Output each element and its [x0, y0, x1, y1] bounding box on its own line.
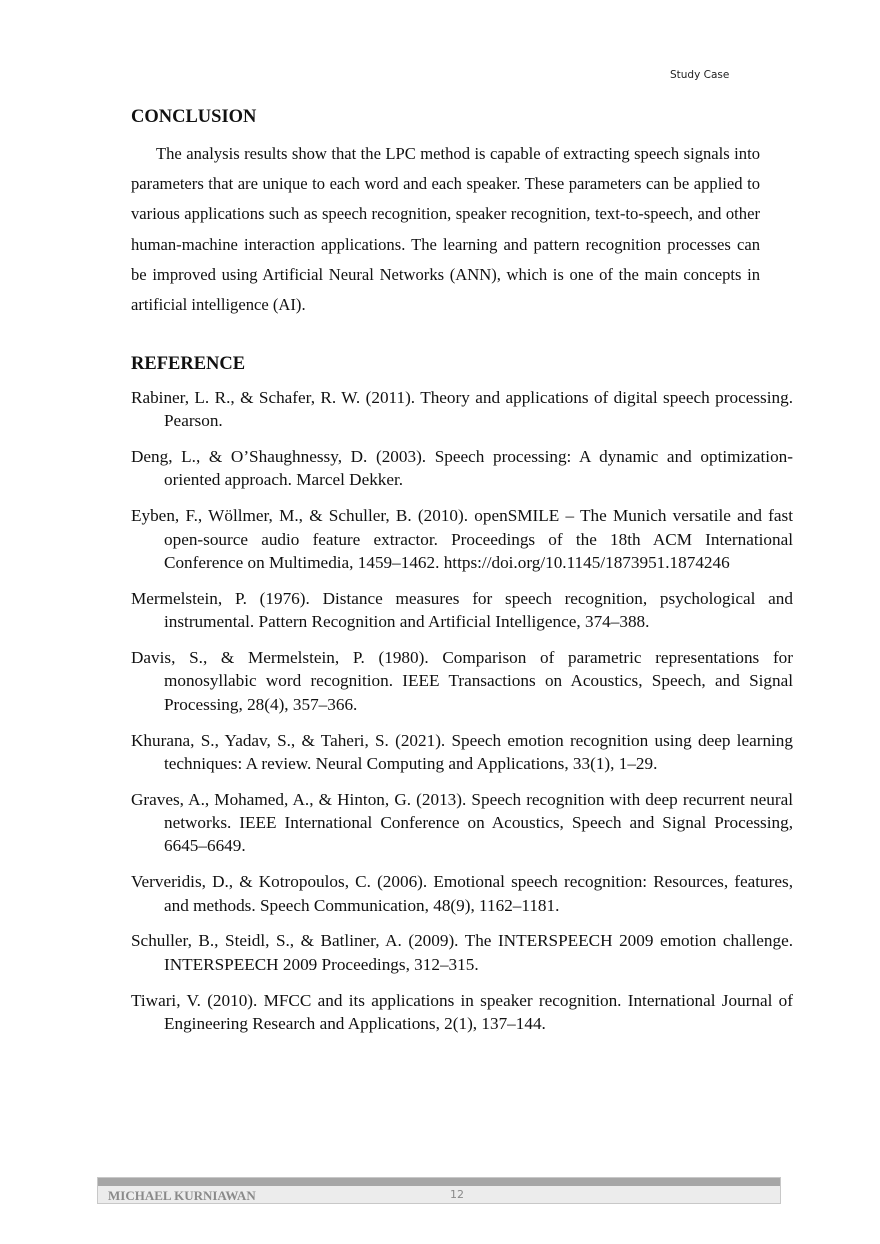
conclusion-paragraph: The analysis results show that the LPC method is capable of extracting speech signals into parameters that are unique to each word and each speaker. These parameters can be applied to various applications such as speech recognition, speaker recognition, text-to-speech, and other human-machine interaction applications. The learning and pattern recognition processes can be improved using Artificial Neural Networks (ANN), which is one of the main concepts in artificial intelligence (AI).	[131, 144, 760, 315]
footer-bar	[98, 1178, 780, 1186]
reference-item: Mermelstein, P. (1976). Distance measures for speech recognition, psychological and instrumental. Pattern Recognition and Artificial Intelligence, 374–388.	[131, 588, 793, 632]
conclusion-heading: CONCLUSION	[131, 107, 257, 127]
reference-item: Ververidis, D., & Kotropoulos, C. (2006). Emotional speech recognition: Resources, features, and methods. Speech Communication, 48(9), 1162–1181.	[131, 872, 793, 915]
running-header: Study Case	[670, 69, 730, 81]
page-number: 12	[450, 1188, 464, 1201]
reference-item: Rabiner, L. R., & Schafer, R. W. (2011). Theory and applications of digital speech processing. Pearson.	[131, 388, 793, 431]
reference-item: Schuller, B., Steidl, S., & Batliner, A. (2009). The INTERSPEECH 2009 emotion challenge. INTERSPEECH 2009 Proceedings, 312–315.	[131, 931, 793, 974]
page-footer	[97, 1177, 781, 1204]
reference-item: Khurana, S., Yadav, S., & Taheri, S. (2021). Speech emotion recognition using deep learning techniques: A review. Neural Computing and Applications, 33(1), 1–29.	[131, 730, 793, 773]
footer-author: MICHAEL KURNIAWAN	[108, 1188, 256, 1203]
reference-heading: REFERENCE	[131, 354, 246, 374]
reference-item: Eyben, F., Wöllmer, M., & Schuller, B. (2010). openSMILE – The Munich versatile and fast open-source audio feature extractor. Proceedings of the 18th ACM International Conference on Multimedia, 1459–1462. https://doi.org/10.1145/1873951.1874246	[131, 506, 793, 572]
reference-item: Deng, L., & O’Shaughnessy, D. (2003). Speech processing: A dynamic and optimization-oriented approach. Marcel Dekker.	[131, 447, 793, 490]
reference-item: Davis, S., & Mermelstein, P. (1980). Comparison of parametric representations for monosyllabic word recognition. IEEE Transactions on Acoustics, Speech, and Signal Processing, 28(4), 357–366.	[131, 648, 793, 714]
reference-list	[131, 386, 793, 1048]
reference-item: Tiwari, V. (2010). MFCC and its applications in speaker recognition. International Journal of Engineering Research and Applications, 2(1), 137–144.	[131, 990, 793, 1033]
reference-item: Graves, A., Mohamed, A., & Hinton, G. (2013). Speech recognition with deep recurrent neural networks. IEEE International Conference on Acoustics, Speech and Signal Processing, 6645–6649.	[131, 789, 793, 856]
